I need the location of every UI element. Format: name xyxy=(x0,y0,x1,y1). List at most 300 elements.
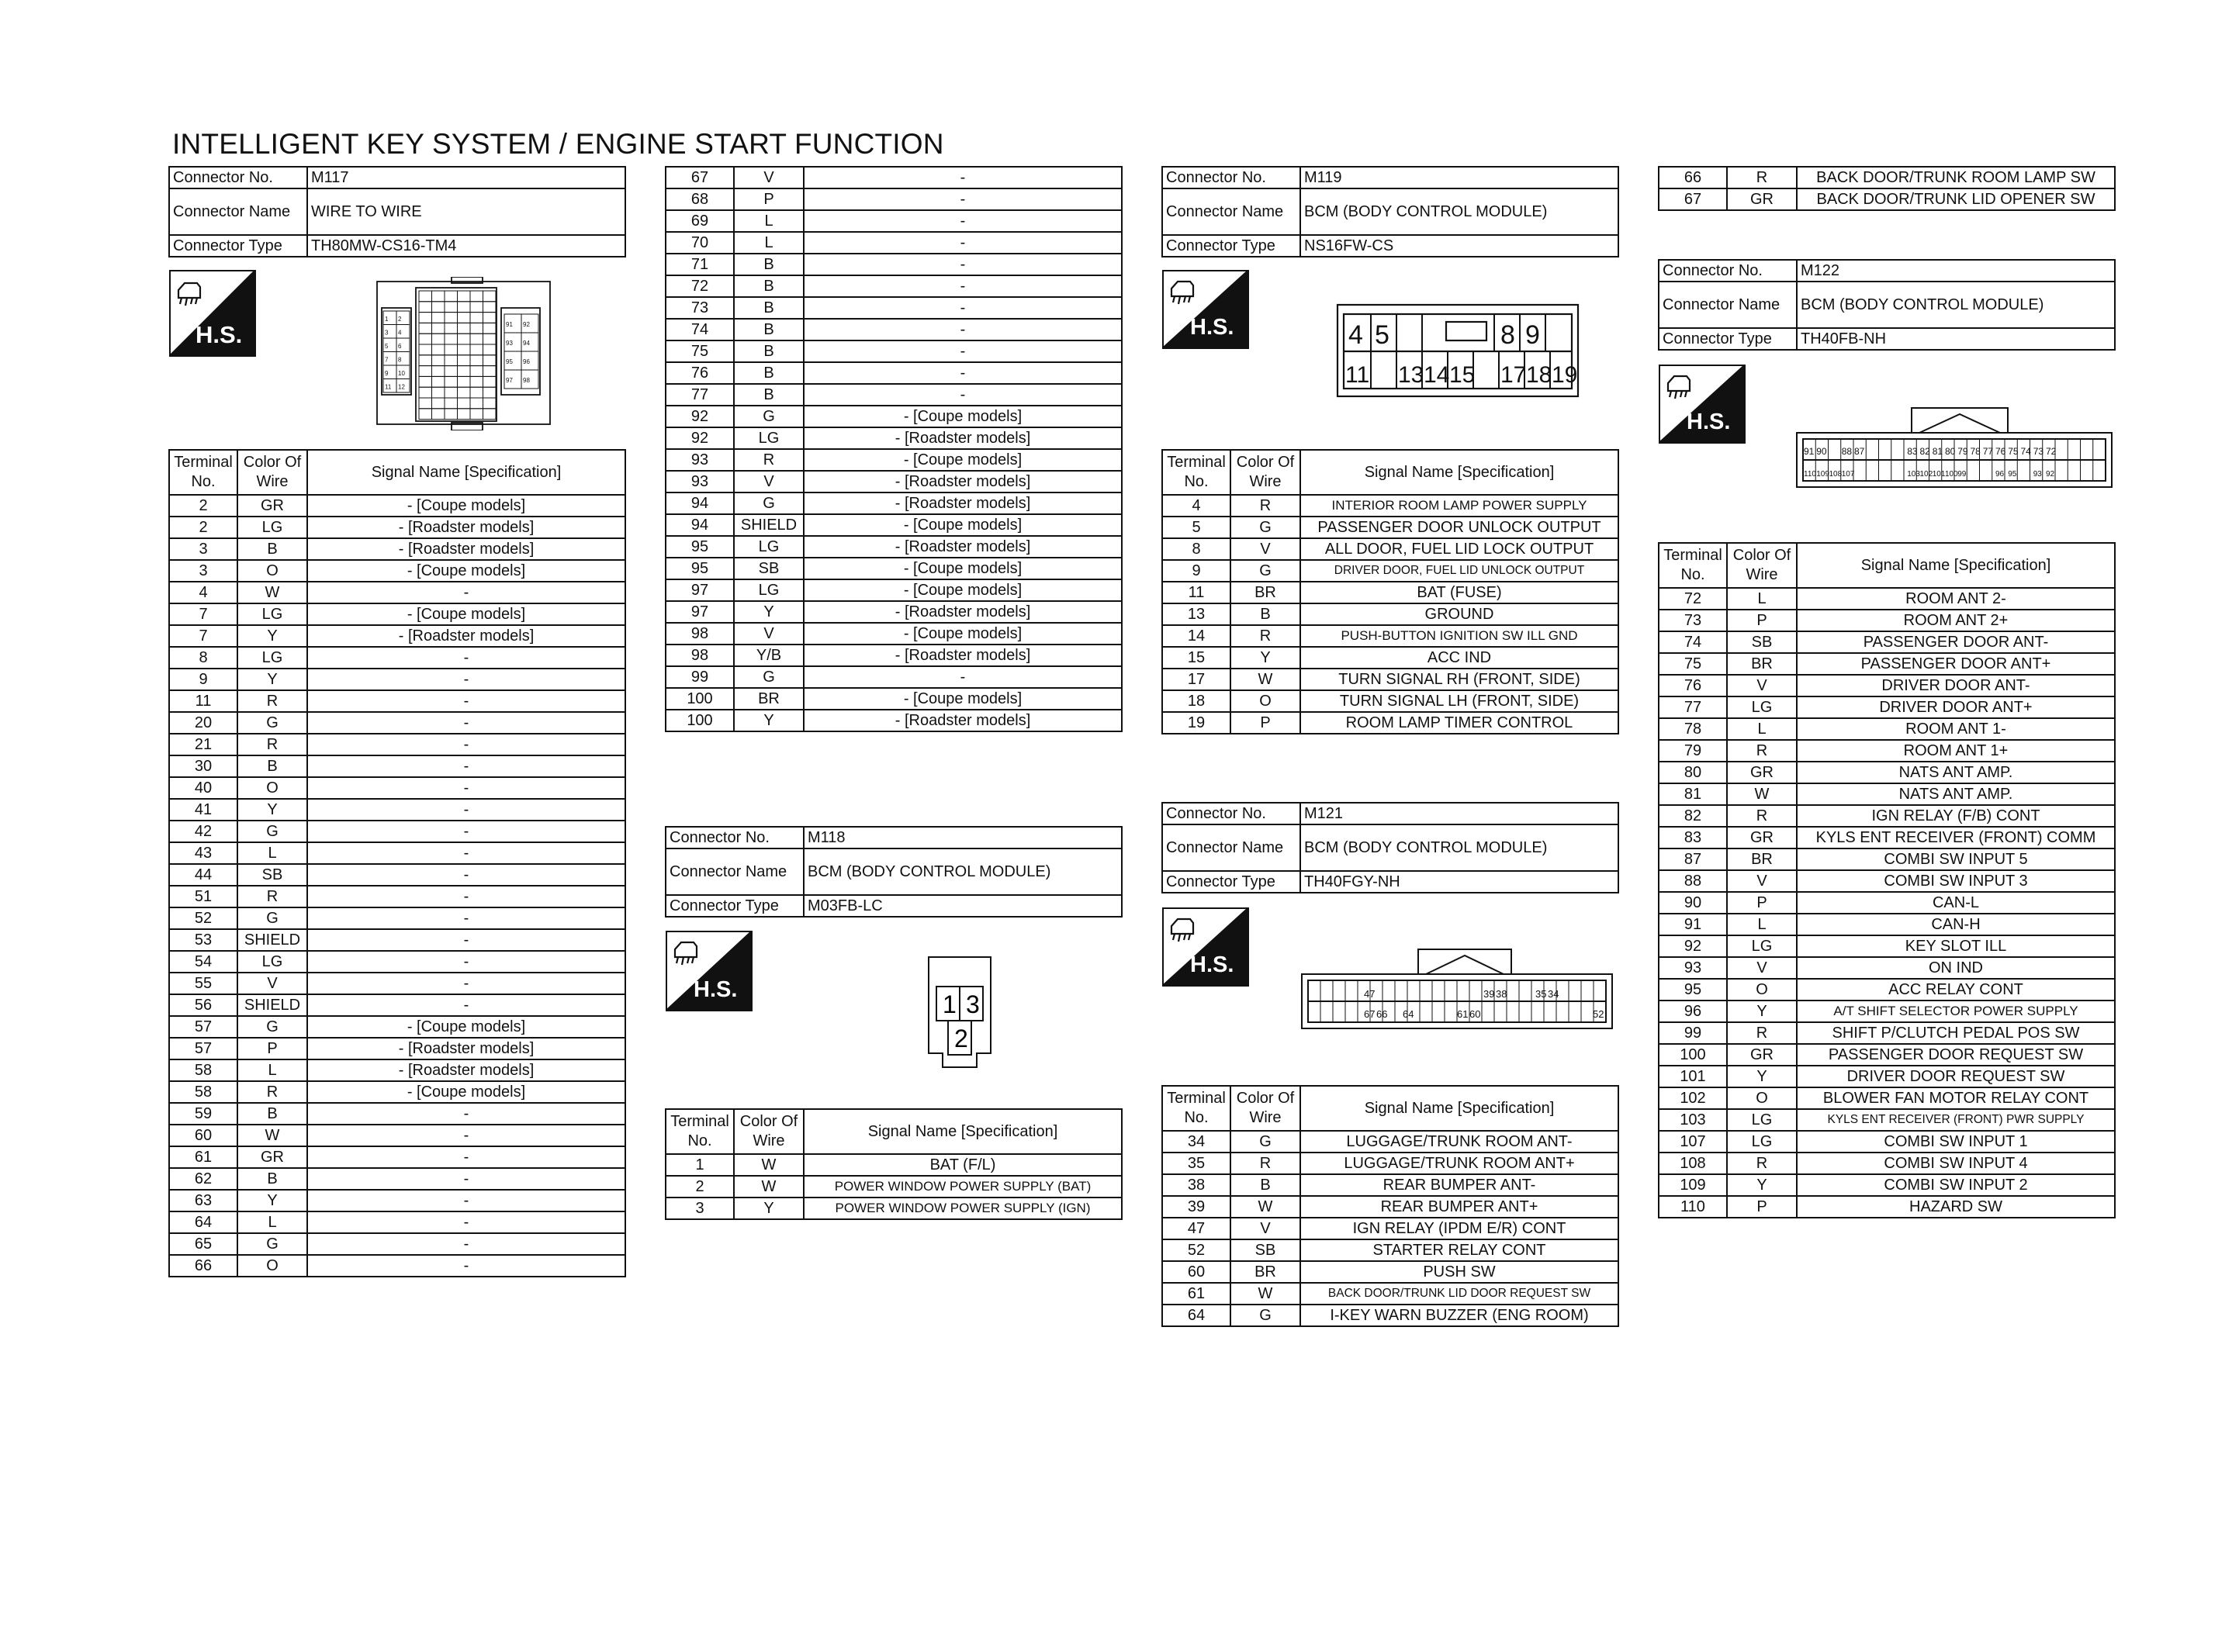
wire-color-cell: G xyxy=(1230,517,1300,538)
signal-name-cell: COMBI SW INPUT 1 xyxy=(1797,1131,2115,1153)
wire-color-cell: Y xyxy=(1727,1174,1797,1196)
terminal-cell: 13 xyxy=(1162,603,1230,625)
signal-name-cell: - [Coupe models] xyxy=(804,688,1122,710)
wire-color-cell: R xyxy=(237,734,307,755)
m119-pin: 15 xyxy=(1449,362,1476,388)
table-row xyxy=(1162,1174,1618,1196)
table-row xyxy=(169,1016,625,1038)
table-row xyxy=(1659,957,2115,979)
terminal-cell: 75 xyxy=(666,340,734,362)
terminal-cell: 38 xyxy=(1162,1174,1230,1196)
signal-name-cell: CAN-L xyxy=(1797,892,2115,914)
terminal-cell: 40 xyxy=(169,777,237,799)
terminal-cell: 17 xyxy=(1162,669,1230,690)
m119-connector-diagram xyxy=(1336,303,1580,398)
wire-color-cell: BR xyxy=(1230,582,1300,603)
harness-side-icon xyxy=(666,931,753,1011)
m122-pin: 99 xyxy=(1957,470,1967,479)
table-row xyxy=(1162,495,1618,517)
signal-name-cell: TURN SIGNAL RH (FRONT, SIDE) xyxy=(1300,669,1618,690)
table-row xyxy=(1659,979,2115,1001)
m119-pin: 11 xyxy=(1345,362,1370,388)
signal-name-cell: - [Coupe models] xyxy=(804,579,1122,601)
wire-color-cell: LG xyxy=(237,603,307,625)
wire-color-cell: G xyxy=(1230,560,1300,582)
table-row xyxy=(169,538,625,560)
terminal-no-header: Terminal No. xyxy=(666,1109,734,1154)
terminal-cell: 71 xyxy=(666,254,734,275)
table-row xyxy=(666,210,1122,232)
terminal-cell: 54 xyxy=(169,951,237,973)
signal-name-cell: BACK DOOR/TRUNK LID DOOR REQUEST SW xyxy=(1300,1283,1618,1305)
m119-pin: 18 xyxy=(1526,362,1552,388)
table-row xyxy=(1659,914,2115,935)
terminal-cell: 76 xyxy=(666,362,734,384)
signal-name-cell: - [Roadster models] xyxy=(804,492,1122,514)
table-row xyxy=(1659,870,2115,892)
connector-name-value: BCM (BODY CONTROL MODULE) xyxy=(1300,824,1618,871)
table-row xyxy=(169,777,625,799)
terminal-cell: 3 xyxy=(169,560,237,582)
terminal-cell: 72 xyxy=(666,275,734,297)
terminal-cell: 8 xyxy=(169,647,237,669)
signal-name-cell: - xyxy=(307,647,625,669)
table-row xyxy=(1659,718,2115,740)
wire-color-cell: SHIELD xyxy=(237,929,307,951)
signal-name-cell: - xyxy=(307,669,625,690)
connector-name-label: Connector Name xyxy=(1162,824,1300,871)
signal-name-cell: PASSENGER DOOR ANT+ xyxy=(1797,653,2115,675)
terminal-cell: 51 xyxy=(169,886,237,907)
signal-name-cell: - xyxy=(307,712,625,734)
wire-color-cell: LG xyxy=(734,427,804,449)
signal-name-header: Signal Name [Specification] xyxy=(1300,450,1618,495)
signal-name-cell: DRIVER DOOR ANT+ xyxy=(1797,696,2115,718)
terminal-cell: 35 xyxy=(1162,1153,1230,1174)
table-row xyxy=(169,842,625,864)
signal-name-cell: - xyxy=(307,973,625,994)
signal-name-cell: - [Coupe models] xyxy=(804,514,1122,536)
signal-name-cell: PUSH-BUTTON IGNITION SW ILL GND xyxy=(1300,625,1618,647)
m122-pin: 88 xyxy=(1841,446,1853,457)
m117-pin: 94 xyxy=(523,340,530,347)
signal-name-cell: PASSENGER DOOR REQUEST SW xyxy=(1797,1044,2115,1066)
table-row xyxy=(169,755,625,777)
m117-pin: 97 xyxy=(506,377,513,384)
terminal-cell: 61 xyxy=(169,1146,237,1168)
table-row xyxy=(1659,827,2115,848)
wire-color-cell: G xyxy=(237,712,307,734)
terminal-cell: 5 xyxy=(1162,517,1230,538)
terminal-cell: 67 xyxy=(1659,188,1727,210)
signal-name-cell: BLOWER FAN MOTOR RELAY CONT xyxy=(1797,1087,2115,1109)
wire-color-cell: Y xyxy=(1727,1066,1797,1087)
table-row xyxy=(1659,935,2115,957)
wire-color-cell: L xyxy=(734,210,804,232)
signal-name-cell: - [Coupe models] xyxy=(307,1016,625,1038)
signal-name-cell: - xyxy=(804,319,1122,340)
connector-type-value: TH40FB-NH xyxy=(1797,328,2115,350)
terminal-cell: 94 xyxy=(666,514,734,536)
m122-pin: 109 xyxy=(1816,470,1829,479)
signal-name-cell: - [Roadster models] xyxy=(804,601,1122,623)
terminal-cell: 8 xyxy=(1162,538,1230,560)
table-row xyxy=(1659,1109,2115,1131)
m117-header-table xyxy=(168,166,626,257)
table-row xyxy=(1659,762,2115,783)
wire-color-cell: Y xyxy=(734,710,804,731)
signal-name-cell: PASSENGER DOOR UNLOCK OUTPUT xyxy=(1300,517,1618,538)
table-row xyxy=(1659,1131,2115,1153)
terminal-cell: 15 xyxy=(1162,647,1230,669)
signal-name-cell: CAN-H xyxy=(1797,914,2115,935)
terminal-cell: 87 xyxy=(1659,848,1727,870)
table-row xyxy=(1659,1022,2115,1044)
terminal-cell: 47 xyxy=(1162,1218,1230,1239)
terminal-cell: 60 xyxy=(169,1125,237,1146)
table-row xyxy=(666,645,1122,666)
wire-color-cell: B xyxy=(1230,603,1300,625)
terminal-cell: 80 xyxy=(1659,762,1727,783)
signal-name-header: Signal Name [Specification] xyxy=(1797,543,2115,588)
signal-name-cell: A/T SHIFT SELECTOR POWER SUPPLY xyxy=(1797,1001,2115,1022)
terminal-cell: 57 xyxy=(169,1038,237,1059)
m121-connector-diagram xyxy=(1300,948,1614,1030)
signal-name-cell: - [Roadster models] xyxy=(804,710,1122,731)
signal-name-cell: - [Coupe models] xyxy=(307,1081,625,1103)
table-row xyxy=(1162,582,1618,603)
signal-name-cell: ACC IND xyxy=(1300,647,1618,669)
m117-pin: 6 xyxy=(398,343,402,350)
signal-name-cell: - [Roadster models] xyxy=(307,625,625,647)
table-row xyxy=(666,514,1122,536)
terminal-cell: 83 xyxy=(1659,827,1727,848)
m122-pin: 75 xyxy=(2008,446,2019,457)
m122-pin: 100 xyxy=(1945,470,1958,479)
signal-name-cell: COMBI SW INPUT 5 xyxy=(1797,848,2115,870)
table-row xyxy=(666,406,1122,427)
table-row xyxy=(169,1168,625,1190)
terminal-cell: 64 xyxy=(1162,1305,1230,1326)
m122-pin: 81 xyxy=(1932,446,1943,457)
wire-color-cell: G xyxy=(734,666,804,688)
table-row xyxy=(1162,1239,1618,1261)
table-row xyxy=(169,951,625,973)
wire-color-cell: R xyxy=(1230,1153,1300,1174)
wire-color-cell: B xyxy=(734,254,804,275)
m122-pin: 107 xyxy=(1841,470,1855,479)
m119-pin: 8 xyxy=(1500,320,1515,350)
table-row xyxy=(1162,1283,1618,1305)
terminal-cell: 14 xyxy=(1162,625,1230,647)
table-row xyxy=(666,601,1122,623)
terminal-cell: 101 xyxy=(1659,1066,1727,1087)
m117-pin: 1 xyxy=(385,316,389,323)
m117-pin: 9 xyxy=(385,370,389,377)
wire-color-cell: Y xyxy=(1230,647,1300,669)
wire-color-cell: W xyxy=(734,1154,804,1176)
color-of-wire-header: Color Of Wire xyxy=(1727,543,1797,588)
wire-color-cell: LG xyxy=(1727,1109,1797,1131)
terminal-cell: 99 xyxy=(666,666,734,688)
m121-pin-table-continued xyxy=(1658,166,2116,211)
table-row xyxy=(169,603,625,625)
terminal-cell: 82 xyxy=(1659,805,1727,827)
terminal-cell: 60 xyxy=(1162,1261,1230,1283)
signal-name-cell: - [Coupe models] xyxy=(804,406,1122,427)
signal-name-cell: COMBI SW INPUT 2 xyxy=(1797,1174,2115,1196)
m122-pin: 74 xyxy=(2020,446,2031,457)
terminal-cell: 103 xyxy=(1659,1109,1727,1131)
terminal-cell: 66 xyxy=(1659,167,1727,188)
terminal-cell: 67 xyxy=(666,167,734,188)
wire-color-cell: GR xyxy=(237,495,307,517)
table-row xyxy=(169,734,625,755)
terminal-cell: 97 xyxy=(666,601,734,623)
wire-color-cell: P xyxy=(734,188,804,210)
table-row xyxy=(1162,669,1618,690)
connector-type-value: TH80MW-CS16-TM4 xyxy=(307,235,625,257)
wire-color-cell: B xyxy=(237,1103,307,1125)
connector-type-value: M03FB-LC xyxy=(804,895,1122,917)
wire-color-cell: L xyxy=(1727,718,1797,740)
m121-pin: 35 xyxy=(1535,988,1547,1000)
table-row xyxy=(1659,1066,2115,1087)
m117-pin: 11 xyxy=(385,383,392,391)
m122-pin: 102 xyxy=(1919,470,1933,479)
terminal-cell: 9 xyxy=(169,669,237,690)
terminal-cell: 66 xyxy=(169,1255,237,1277)
table-row xyxy=(666,319,1122,340)
m117-connector-diagram xyxy=(375,277,552,430)
terminal-cell: 7 xyxy=(169,625,237,647)
table-row xyxy=(1659,892,2115,914)
signal-name-cell: POWER WINDOW POWER SUPPLY (IGN) xyxy=(804,1198,1122,1219)
terminal-cell: 55 xyxy=(169,973,237,994)
signal-name-cell: - xyxy=(307,777,625,799)
harness-side-icon xyxy=(169,270,256,357)
table-row xyxy=(1162,517,1618,538)
m121-pin: 47 xyxy=(1364,988,1376,1000)
m122-pin: 76 xyxy=(1995,446,2006,457)
signal-name-cell: IGN RELAY (F/B) CONT xyxy=(1797,805,2115,827)
terminal-cell: 58 xyxy=(169,1059,237,1081)
terminal-cell: 98 xyxy=(666,645,734,666)
wire-color-cell: V xyxy=(734,623,804,645)
table-row xyxy=(1162,538,1618,560)
wire-color-cell: O xyxy=(1230,690,1300,712)
signal-name-cell: - xyxy=(307,690,625,712)
table-row xyxy=(1659,848,2115,870)
signal-name-cell: - [Roadster models] xyxy=(307,538,625,560)
wire-color-cell: B xyxy=(734,319,804,340)
wire-color-cell: G xyxy=(1230,1131,1300,1153)
terminal-cell: 99 xyxy=(1659,1022,1727,1044)
terminal-cell: 77 xyxy=(1659,696,1727,718)
wire-color-cell: R xyxy=(237,1081,307,1103)
hs-label: H.S. xyxy=(1190,315,1234,340)
wire-color-cell: GR xyxy=(1727,1044,1797,1066)
table-row xyxy=(1162,603,1618,625)
table-row xyxy=(169,1255,625,1277)
signal-name-cell: - xyxy=(307,1125,625,1146)
m117-pin: 91 xyxy=(506,321,513,328)
signal-name-cell: DRIVER DOOR ANT- xyxy=(1797,675,2115,696)
signal-name-cell: - xyxy=(804,167,1122,188)
terminal-cell: 52 xyxy=(1162,1239,1230,1261)
color-of-wire-header: Color Of Wire xyxy=(734,1109,804,1154)
m122-pin: 82 xyxy=(1919,446,1930,457)
color-of-wire-header: Color Of Wire xyxy=(1230,1086,1300,1131)
wire-color-cell: G xyxy=(237,1016,307,1038)
table-row xyxy=(169,1233,625,1255)
terminal-cell: 75 xyxy=(1659,653,1727,675)
wire-color-cell: SB xyxy=(1727,631,1797,653)
connector-name-label: Connector Name xyxy=(1659,282,1797,328)
wire-color-cell: SB xyxy=(1230,1239,1300,1261)
signal-name-cell: DRIVER DOOR REQUEST SW xyxy=(1797,1066,2115,1087)
m122-pin: 78 xyxy=(1970,446,1981,457)
wire-color-cell: V xyxy=(734,471,804,492)
wire-color-cell: LG xyxy=(237,647,307,669)
connector-name-value: BCM (BODY CONTROL MODULE) xyxy=(804,848,1122,895)
table-row xyxy=(1659,1196,2115,1218)
signal-name-cell: - [Roadster models] xyxy=(804,645,1122,666)
table-row xyxy=(169,799,625,821)
wire-color-cell: LG xyxy=(734,536,804,558)
m117-pin-table xyxy=(168,449,626,1277)
m121-pin: 39 xyxy=(1483,988,1495,1000)
wire-color-cell: W xyxy=(237,582,307,603)
signal-name-cell: BACK DOOR/TRUNK ROOM LAMP SW xyxy=(1797,167,2115,188)
connector-no-value: M122 xyxy=(1797,260,2115,282)
terminal-cell: 62 xyxy=(169,1168,237,1190)
wire-color-cell: Y xyxy=(734,601,804,623)
connector-no-label: Connector No. xyxy=(1659,260,1797,282)
terminal-cell: 43 xyxy=(169,842,237,864)
signal-name-cell: ROOM LAMP TIMER CONTROL xyxy=(1300,712,1618,734)
table-row xyxy=(169,625,625,647)
m121-pin: 64 xyxy=(1403,1008,1414,1020)
table-row xyxy=(666,492,1122,514)
connector-type-label: Connector Type xyxy=(1162,871,1300,893)
terminal-cell: 93 xyxy=(666,471,734,492)
wire-color-cell: B xyxy=(237,755,307,777)
wire-color-cell: LG xyxy=(1727,935,1797,957)
connector-name-label: Connector Name xyxy=(666,848,804,895)
signal-name-cell: ROOM ANT 1+ xyxy=(1797,740,2115,762)
terminal-cell: 11 xyxy=(1162,582,1230,603)
signal-name-cell: - xyxy=(307,1168,625,1190)
wire-color-cell: Y xyxy=(237,799,307,821)
hs-label: H.S. xyxy=(1190,952,1234,977)
terminal-cell: 3 xyxy=(169,538,237,560)
table-row xyxy=(1162,1305,1618,1326)
terminal-cell: 92 xyxy=(666,406,734,427)
signal-name-header: Signal Name [Specification] xyxy=(1300,1086,1618,1131)
wire-color-cell: LG xyxy=(1727,1131,1797,1153)
table-row xyxy=(169,886,625,907)
signal-name-cell: ACC RELAY CONT xyxy=(1797,979,2115,1001)
table-row xyxy=(666,1198,1122,1219)
table-row xyxy=(666,232,1122,254)
terminal-cell: 102 xyxy=(1659,1087,1727,1109)
wire-color-cell: R xyxy=(1727,1022,1797,1044)
m119-pin: 14 xyxy=(1424,362,1450,388)
connector-name-value: BCM (BODY CONTROL MODULE) xyxy=(1797,282,2115,328)
signal-name-cell: SHIFT P/CLUTCH PEDAL POS SW xyxy=(1797,1022,2115,1044)
table-row xyxy=(1659,610,2115,631)
terminal-cell: 95 xyxy=(666,536,734,558)
m117-pin-table-continued xyxy=(665,166,1123,732)
wire-color-cell: L xyxy=(237,1211,307,1233)
terminal-cell: 34 xyxy=(1162,1131,1230,1153)
signal-name-cell: - xyxy=(804,188,1122,210)
m117-pin: 12 xyxy=(398,383,405,391)
terminal-cell: 69 xyxy=(666,210,734,232)
connector-no-value: M119 xyxy=(1300,167,1618,188)
m122-pin: 73 xyxy=(2033,446,2044,457)
signal-name-cell: - xyxy=(307,951,625,973)
signal-name-cell: HAZARD SW xyxy=(1797,1196,2115,1218)
terminal-cell: 74 xyxy=(1659,631,1727,653)
connector-type-label: Connector Type xyxy=(1162,235,1300,257)
wire-color-cell: W xyxy=(1230,1196,1300,1218)
m118-pin-2: 2 xyxy=(954,1025,968,1052)
terminal-no-header: Terminal No. xyxy=(1162,450,1230,495)
terminal-cell: 79 xyxy=(1659,740,1727,762)
table-row xyxy=(169,1081,625,1103)
wire-color-cell: SHIELD xyxy=(734,514,804,536)
wire-color-cell: B xyxy=(734,297,804,319)
signal-name-cell: - xyxy=(307,994,625,1016)
m121-header-table xyxy=(1161,802,1619,893)
signal-name-cell: ROOM ANT 2+ xyxy=(1797,610,2115,631)
signal-name-cell: - xyxy=(307,799,625,821)
table-row xyxy=(1162,647,1618,669)
signal-name-cell: - xyxy=(307,1146,625,1168)
m122-pin: 110 xyxy=(1804,470,1816,479)
table-row xyxy=(169,647,625,669)
wire-color-cell: V xyxy=(1230,538,1300,560)
signal-name-cell: - [Roadster models] xyxy=(307,1038,625,1059)
m118-pin-table xyxy=(665,1108,1123,1220)
m119-pin: 19 xyxy=(1552,362,1578,388)
m122-pin: 91 xyxy=(1804,446,1815,457)
m118-pin-3: 3 xyxy=(966,990,980,1018)
signal-name-cell: - xyxy=(804,384,1122,406)
terminal-cell: 81 xyxy=(1659,783,1727,805)
m122-pin: 96 xyxy=(1995,470,2005,479)
terminal-cell: 93 xyxy=(1659,957,1727,979)
m121-pin: 38 xyxy=(1496,988,1507,1000)
signal-name-cell: - xyxy=(804,666,1122,688)
signal-name-cell: - xyxy=(307,821,625,842)
wire-color-cell: V xyxy=(1727,675,1797,696)
m118-pin-1: 1 xyxy=(943,990,957,1018)
terminal-cell: 97 xyxy=(666,579,734,601)
connector-no-value: M117 xyxy=(307,167,625,188)
wire-color-cell: R xyxy=(1727,167,1797,188)
wire-color-cell: W xyxy=(1727,783,1797,805)
terminal-cell: 74 xyxy=(666,319,734,340)
wire-color-cell: B xyxy=(734,340,804,362)
wire-color-cell: R xyxy=(734,449,804,471)
terminal-cell: 64 xyxy=(169,1211,237,1233)
terminal-cell: 88 xyxy=(1659,870,1727,892)
wire-color-cell: P xyxy=(1727,892,1797,914)
connector-name-value: BCM (BODY CONTROL MODULE) xyxy=(1300,188,1618,235)
